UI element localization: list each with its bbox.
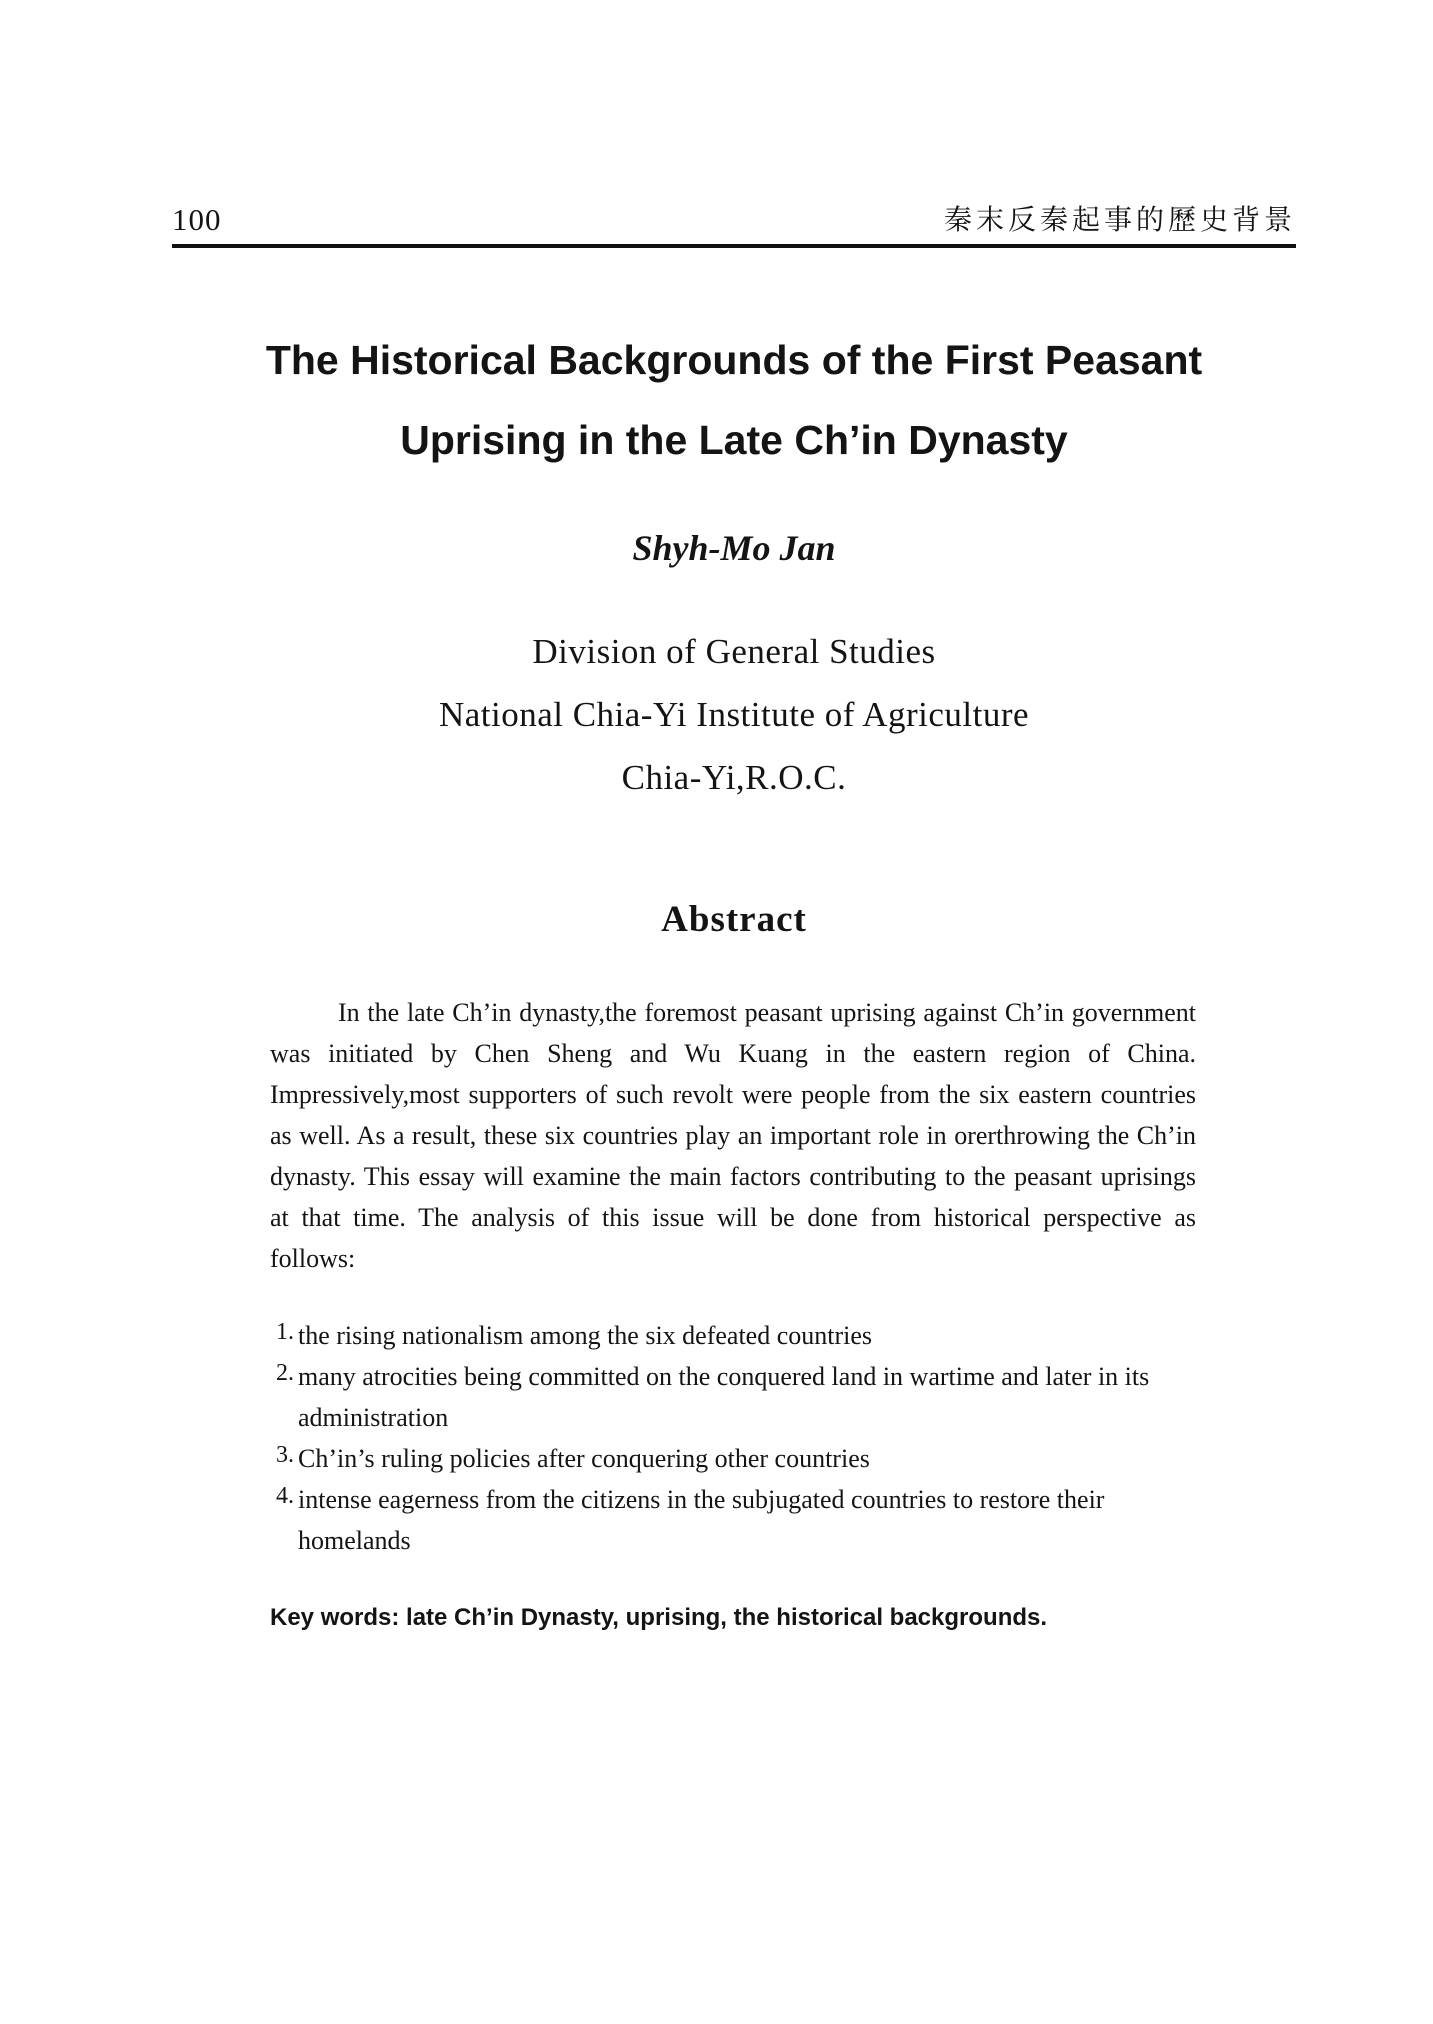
title-line-2: Uprising in the Late Ch’in Dynasty <box>400 417 1068 463</box>
list-item <box>276 1479 1196 1561</box>
running-title: 秦末反秦起事的歷史背景 <box>943 203 1296 236</box>
list-item-number: 4. <box>276 1483 294 1509</box>
abstract-body: In the late Ch’in dynasty,the foremost peasant uprising against Ch’in government was initiated by Chen Sheng and Wu Kuang in the eastern region of China. Impressively,most supporters of such revolt were people from the six eastern countries as well. As a result, these six countries play an important role in orerthrowing the Ch’in dynasty. This essay will examine the main factors contributing to the peasant uprisings at that time. The analysis of this issue will be done from historical perspective as follows: <box>270 998 1196 1273</box>
keywords: Key words: late Ch’in Dynasty, uprising, the historical backgrounds. <box>270 1604 1048 1631</box>
page-number: 100 <box>172 202 222 237</box>
list-item-number: 3. <box>276 1442 294 1468</box>
list-item <box>276 1356 1196 1438</box>
list-item <box>276 1438 1196 1479</box>
list-item-number: 1. <box>276 1319 294 1345</box>
abstract-heading: Abstract <box>661 899 807 940</box>
affiliation-location: Chia-Yi,R.O.C. <box>621 758 847 797</box>
list-item-number: 2. <box>276 1360 294 1386</box>
list-item <box>276 1315 1196 1356</box>
list-item-text: the rising nationalism among the six defeated countries <box>298 1321 873 1350</box>
author-name: Shyh-Mo Jan <box>632 528 836 568</box>
paper-title <box>172 320 1296 480</box>
factor-list <box>276 1315 1196 1561</box>
affiliation-division: Division of General Studies <box>532 632 936 671</box>
affiliation <box>172 620 1296 809</box>
list-item-text: intense eagerness from the citizens in the subjugated countries to restore their homelands <box>298 1485 1105 1555</box>
running-header <box>172 196 1296 248</box>
list-item-text: many atrocities being committed on the conquered land in wartime and later in its administration <box>298 1362 1150 1432</box>
affiliation-institute: National Chia-Yi Institute of Agriculture <box>438 695 1030 734</box>
list-item-text: Ch’in’s ruling policies after conquering other countries <box>298 1444 870 1473</box>
header-rule <box>172 244 1296 248</box>
title-line-1: The Historical Backgrounds of the First Peasant <box>265 337 1203 383</box>
